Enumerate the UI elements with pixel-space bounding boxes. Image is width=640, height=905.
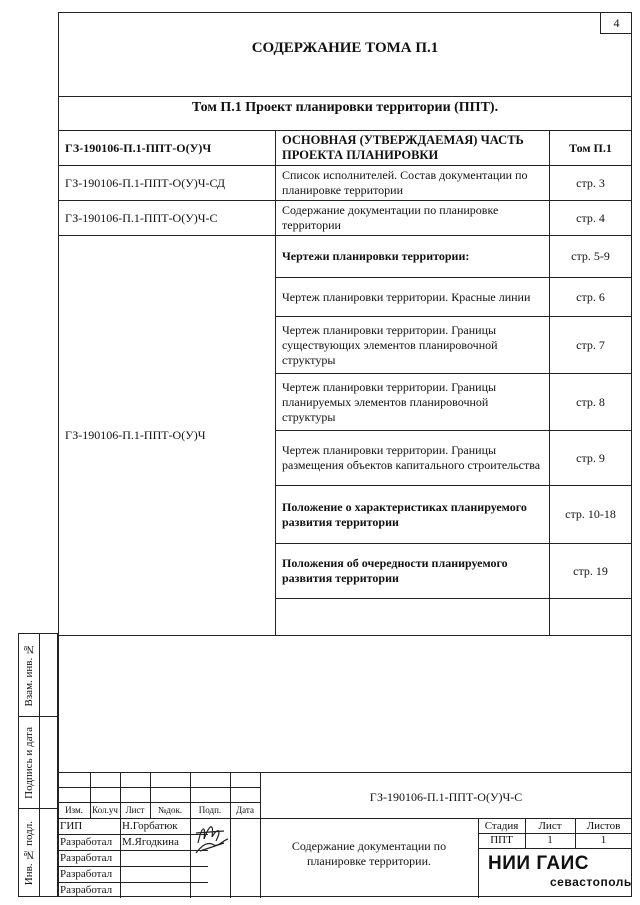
title-block — [58, 772, 632, 897]
table-row — [59, 201, 632, 236]
org-logo-main: НИИ ГАИС — [488, 853, 589, 874]
row-page: стр. 8 — [550, 374, 632, 431]
row-name: Положения об очередности планируемого развития территории — [276, 544, 550, 599]
page-title: СОДЕРЖАНИЕ ТОМА П.1 — [251, 40, 439, 56]
stamp-line — [58, 834, 208, 835]
table-row — [59, 166, 632, 201]
side-value-cell — [40, 808, 57, 898]
stamp-person: Н.Горбатюк — [122, 820, 178, 832]
stamp-line — [58, 850, 208, 851]
row-page: стр. 7 — [550, 317, 632, 374]
row-code: ГЗ-190106-П.1-ППТ-О(У)Ч-С — [59, 201, 276, 236]
row-name: Чертеж планировки территории. Границы размещения объектов капитального строительства — [276, 431, 550, 486]
row-page: стр. 10-18 — [550, 486, 632, 544]
stamp-line — [120, 818, 121, 898]
side-cell-podpis — [19, 716, 39, 808]
org-logo-sub: севастополь — [550, 875, 632, 889]
row-name: Чертеж планировки территории. Границы планируемых элементов планировочной структуры — [276, 374, 550, 431]
stamp-line — [58, 882, 208, 883]
stamp-col-label: Кол.уч — [92, 805, 118, 815]
row-name: Чертеж планировки территории. Границы существующих элементов планировочной структуры — [276, 317, 550, 374]
header-code: ГЗ-190106-П.1-ППТ-О(У)Ч — [59, 131, 276, 166]
row-name-empty — [276, 599, 550, 636]
volume-subtitle-text: Том П.1 Проект планировки территории (ППТ). — [191, 100, 499, 115]
stamp-role: Разработал — [60, 852, 113, 864]
stamp-role: ГИП — [60, 820, 83, 832]
row-name: Список исполнителей. Состав документации по планировке территории — [276, 166, 550, 201]
row-page: стр. 4 — [550, 201, 632, 236]
stage-value: ППТ — [490, 834, 513, 846]
side-label-inv: Инв. № подл. — [23, 821, 35, 886]
side-cell-inv — [19, 808, 39, 898]
row-page: стр. 6 — [550, 278, 632, 317]
stamp-line — [478, 848, 632, 849]
row-page: стр. 3 — [550, 166, 632, 201]
signature-2-icon — [194, 835, 230, 857]
row-page: стр. 5-9 — [550, 236, 632, 278]
side-label-column — [18, 633, 40, 897]
group-code: ГЗ-190106-П.1-ППТ-О(У)Ч — [59, 236, 276, 636]
side-label-vzam: Взам. инв. № — [23, 643, 35, 707]
stamp-line — [58, 818, 632, 819]
sheet-value: 1 — [547, 834, 553, 846]
sheets-label: Листов — [586, 820, 621, 832]
table-header-row — [59, 131, 632, 166]
header-name: ОСНОВНАЯ (УТВЕРЖДАЕМАЯ) ЧАСТЬ ПРОЕКТА ПЛАНИРОВКИ — [276, 131, 550, 166]
row-page: стр. 9 — [550, 431, 632, 486]
row-name: Чертежи планировки территории: — [276, 236, 550, 278]
stamp-col-label: Изм. — [65, 805, 83, 815]
row-page: стр. 19 — [550, 544, 632, 599]
stamp-line — [190, 773, 191, 898]
sheets-value: 1 — [600, 834, 607, 846]
row-name: Чертеж планировки территории. Красные линии — [276, 278, 550, 317]
stamp-line — [58, 866, 208, 867]
stamp-line — [230, 773, 231, 898]
table-row — [59, 236, 632, 278]
row-code: ГЗ-190106-П.1-ППТ-О(У)Ч-СД — [59, 166, 276, 201]
row-page-empty — [550, 599, 632, 636]
page-number: 4 — [600, 12, 632, 34]
side-value-cell — [40, 716, 57, 808]
volume-subtitle — [58, 96, 632, 130]
stamp-col-label: Лист — [125, 805, 145, 815]
side-stamp — [18, 633, 58, 897]
stamp-doc-title: Содержание документации по планировке территории. — [291, 839, 447, 868]
stage-label: Стадия — [484, 820, 519, 832]
stamp-col-label: Подп. — [198, 805, 222, 815]
row-name: Положение о характеристиках планируемого развития территории — [276, 486, 550, 544]
side-value-column — [40, 633, 58, 897]
stamp-col-label: №док. — [157, 805, 183, 815]
stamp-col-label: Дата — [236, 805, 254, 815]
contents-table — [58, 130, 632, 636]
sheet-label: Лист — [538, 820, 562, 832]
stamp-role: Разработал — [60, 868, 113, 880]
stamp-person: М.Ягодкина — [122, 836, 179, 848]
stamp-role: Разработал — [60, 836, 113, 848]
row-name: Содержание документации по планировке территории — [276, 201, 550, 236]
side-cell-vzam — [19, 634, 39, 716]
stamp-role: Разработал — [60, 884, 113, 896]
header-volume: Том П.1 — [550, 131, 632, 166]
side-label-podpis: Подпись и дата — [23, 726, 35, 799]
stamp-doc-code: ГЗ-190106-П.1-ППТ-О(У)Ч-С — [369, 790, 523, 804]
